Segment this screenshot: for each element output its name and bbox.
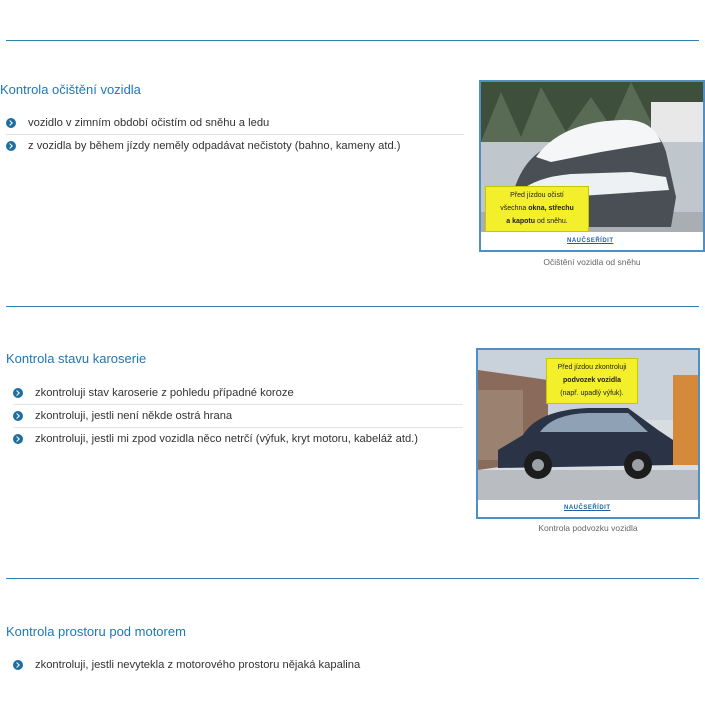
list-item: zkontroluji stav karoserie z pohledu případné koroze [13,382,463,405]
chevron-circle-icon [6,118,16,128]
chevron-circle-icon [13,434,23,444]
chevron-circle-icon [13,388,23,398]
photo-note: Před jízdou očistí všechna okna, střechu a kapotu od sněhu. [485,186,589,232]
photo-note: Před jízdou zkontroluji podvozek vozidla (např. upadlý výfuk). [546,358,638,404]
bodywork-list [13,382,463,450]
cleaning-list [6,112,464,157]
section-divider [6,40,699,41]
car-underbody-photo [476,348,700,519]
section-title-engine-bay: Kontrola prostoru pod motorem [6,624,186,639]
snow-car-photo [479,80,705,252]
photo-caption: Očištění vozidla od sněhu [543,257,641,267]
chevron-circle-icon [13,411,23,421]
list-item: zkontroluji, jestli nevytekla z motorového prostoru nějaká kapalina [13,654,463,676]
photo-caption: Kontrola podvozku vozidla [538,523,638,533]
list-item: zkontroluji, jestli není někde ostrá hrana [13,405,463,428]
chevron-circle-icon [13,660,23,670]
section-title-cleaning: Kontrola očištění vozidla [0,82,141,97]
chevron-circle-icon [6,141,16,151]
brand-logo: NAUČSEŘÍDIT [564,505,611,511]
engine-bay-list [13,654,463,676]
section-divider [6,306,699,307]
section-divider [6,578,699,579]
list-item: zkontroluji, jestli mi zpod vozidla něco netrčí (výfuk, kryt motoru, kabeláž atd.) [13,428,463,450]
list-item: vozidlo v zimním období očistím od sněhu a ledu [6,112,464,135]
brand-logo: NAUČSEŘÍDIT [567,238,614,244]
list-item: z vozidla by během jízdy neměly odpadávat nečistoty (bahno, kameny atd.) [6,135,464,157]
section-title-bodywork: Kontrola stavu karoserie [6,351,147,366]
